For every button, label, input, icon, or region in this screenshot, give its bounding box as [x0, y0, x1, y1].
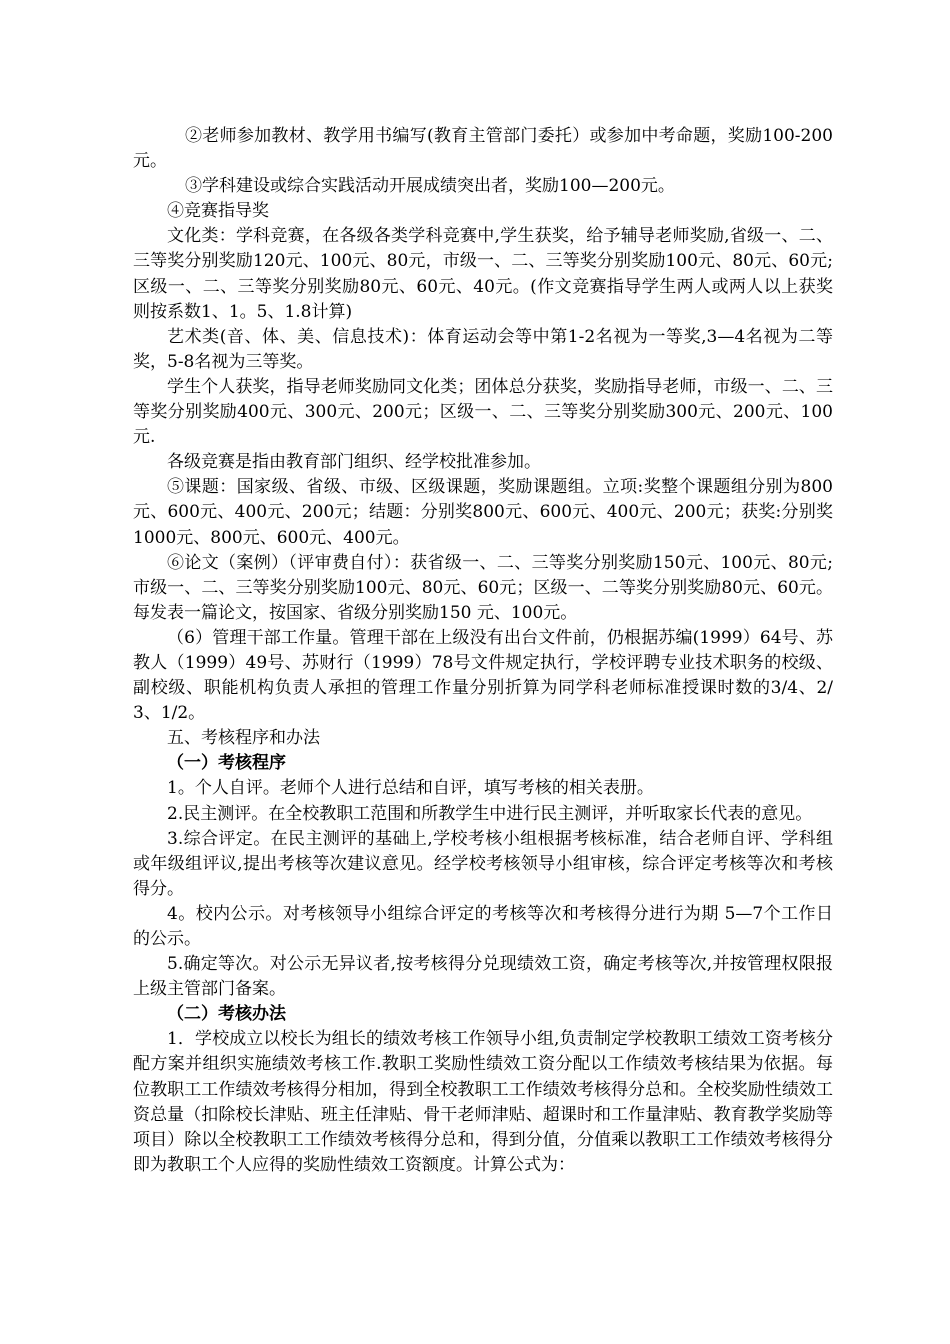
paragraph-research-projects: ⑤课题：国家级、省级、市级、区级课题，奖励课题组。立项:奖整个课题组分别为800元、600元、400元、200元；结题：分别奖800元、600元、400元、200元；获奖:分别奖1000元、800元、600元、400元。 — [133, 477, 833, 548]
section-heading-procedures: 五、考核程序和办法 — [167, 728, 320, 749]
paragraph-comprehensive-evaluation: 3.综合评定。在民主测评的基础上,学校考核小组根据考核标准，结合老师自评、学科组或年级组评议,提出考核等次建议意见。经学校考核领导小组审核，综合评定考核等次和考核得分。 — [133, 828, 833, 899]
subheading-assessment-procedure: （一）考核程序 — [167, 753, 286, 774]
paragraph-democratic-evaluation: 2.民主测评。在全校教职工范围和所教学生中进行民主测评，并听取家长代表的意见。 — [167, 803, 813, 824]
paragraph-student-awards: 学生个人获奖，指导老师奖励同文化类；团体总分获奖，奖励指导老师，市级一、二、三等奖分别奖励400元、300元、200元；区级一、二、三等奖分别奖励300元、200元、100元. — [133, 376, 833, 448]
paragraph-textbook-award: ②老师参加教材、教学用书编写(教育主管部门委托）或参加中考命题，奖励100-200元。 — [133, 126, 833, 172]
paragraph-competition-heading: ④竞赛指导奖 — [167, 201, 269, 222]
paragraph-determine-grade: 5.确定等次。对公示无异议者,按考核得分兑现绩效工资，确定考核等次,并按管理权限报上级主管部门备案。 — [133, 954, 833, 1000]
paragraph-competition-definition: 各级竞赛是指由教育部门组织、经学校批准参加。 — [167, 452, 541, 473]
paragraph-papers: ⑥论文（案例）（评审费自付）：获省级一、二、三等奖分别奖励150元、100元、80元;市级一、二、三等奖分别奖励100元、80元、60元；区级一、二等奖分别奖励80元、60元。每发表一篇论文，按国家、省级分别奖励150 元、100元。 — [133, 552, 833, 623]
paragraph-culture-category: 文化类：学科竞赛，在各级各类学科竞赛中,学生获奖，给予辅导老师奖励,省级一、二、三等奖分别奖励120元、100元、80元，市级一、二、三等奖分别奖励100元、80元、60元;区级一、二、三等奖分别奖励80元、60元、40元。(作文竞赛指导学生两人或两人以上获奖则按系数1、1。5、1.8计算) — [133, 226, 833, 322]
paragraph-art-category: 艺术类(音、体、美、信息技术)：体育运动会等中第1-2名视为一等奖,3—4名视为二等奖，5-8名视为三等奖。 — [133, 326, 833, 372]
subheading-assessment-method: （二）考核办法 — [167, 1004, 286, 1025]
paragraph-self-evaluation: 1。个人自评。老师个人进行总结和自评，填写考核的相关表册。 — [167, 778, 654, 799]
document-page — [133, 124, 833, 1178]
paragraph-discipline-award: ③学科建设或综合实践活动开展成绩突出者，奖励100—200元。 — [185, 176, 675, 197]
paragraph-public-notice: 4。校内公示。对考核领导小组综合评定的考核等次和考核得分进行为期 5—7个工作日的公示。 — [133, 903, 833, 949]
paragraph-leading-group: 1．学校成立以校长为组长的绩效考核工作领导小组,负责制定学校教职工绩效工资考核分配方案并组织实施绩效考核工作.教职工奖励性绩效工资分配以工作绩效考核结果为依据。每位教职工工作绩效考核得分相加，得到全校教职工工作绩效考核得分总和。全校奖励性绩效工资总量（扣除校长津贴、班主任津贴、骨干老师津贴、超课时和工作量津贴、教育教学奖励等项目）除以全校教职工工作绩效考核得分总和，得到分值，分值乘以教职工工作绩效考核得分即为教职工个人应得的奖励性绩效工资额度。计算公式为： — [133, 1029, 833, 1175]
paragraph-management-workload: （6）管理干部工作量。管理干部在上级没有出台文件前，仍根据苏编(1999）64号、苏教人（1999）49号、苏财行（1999）78号文件规定执行，学校评聘专业技术职务的校级、副校级、职能机构负责人承担的管理工作量分别折算为同学科老师标准授课时数的3/4、2/3、1/2。 — [133, 627, 833, 724]
